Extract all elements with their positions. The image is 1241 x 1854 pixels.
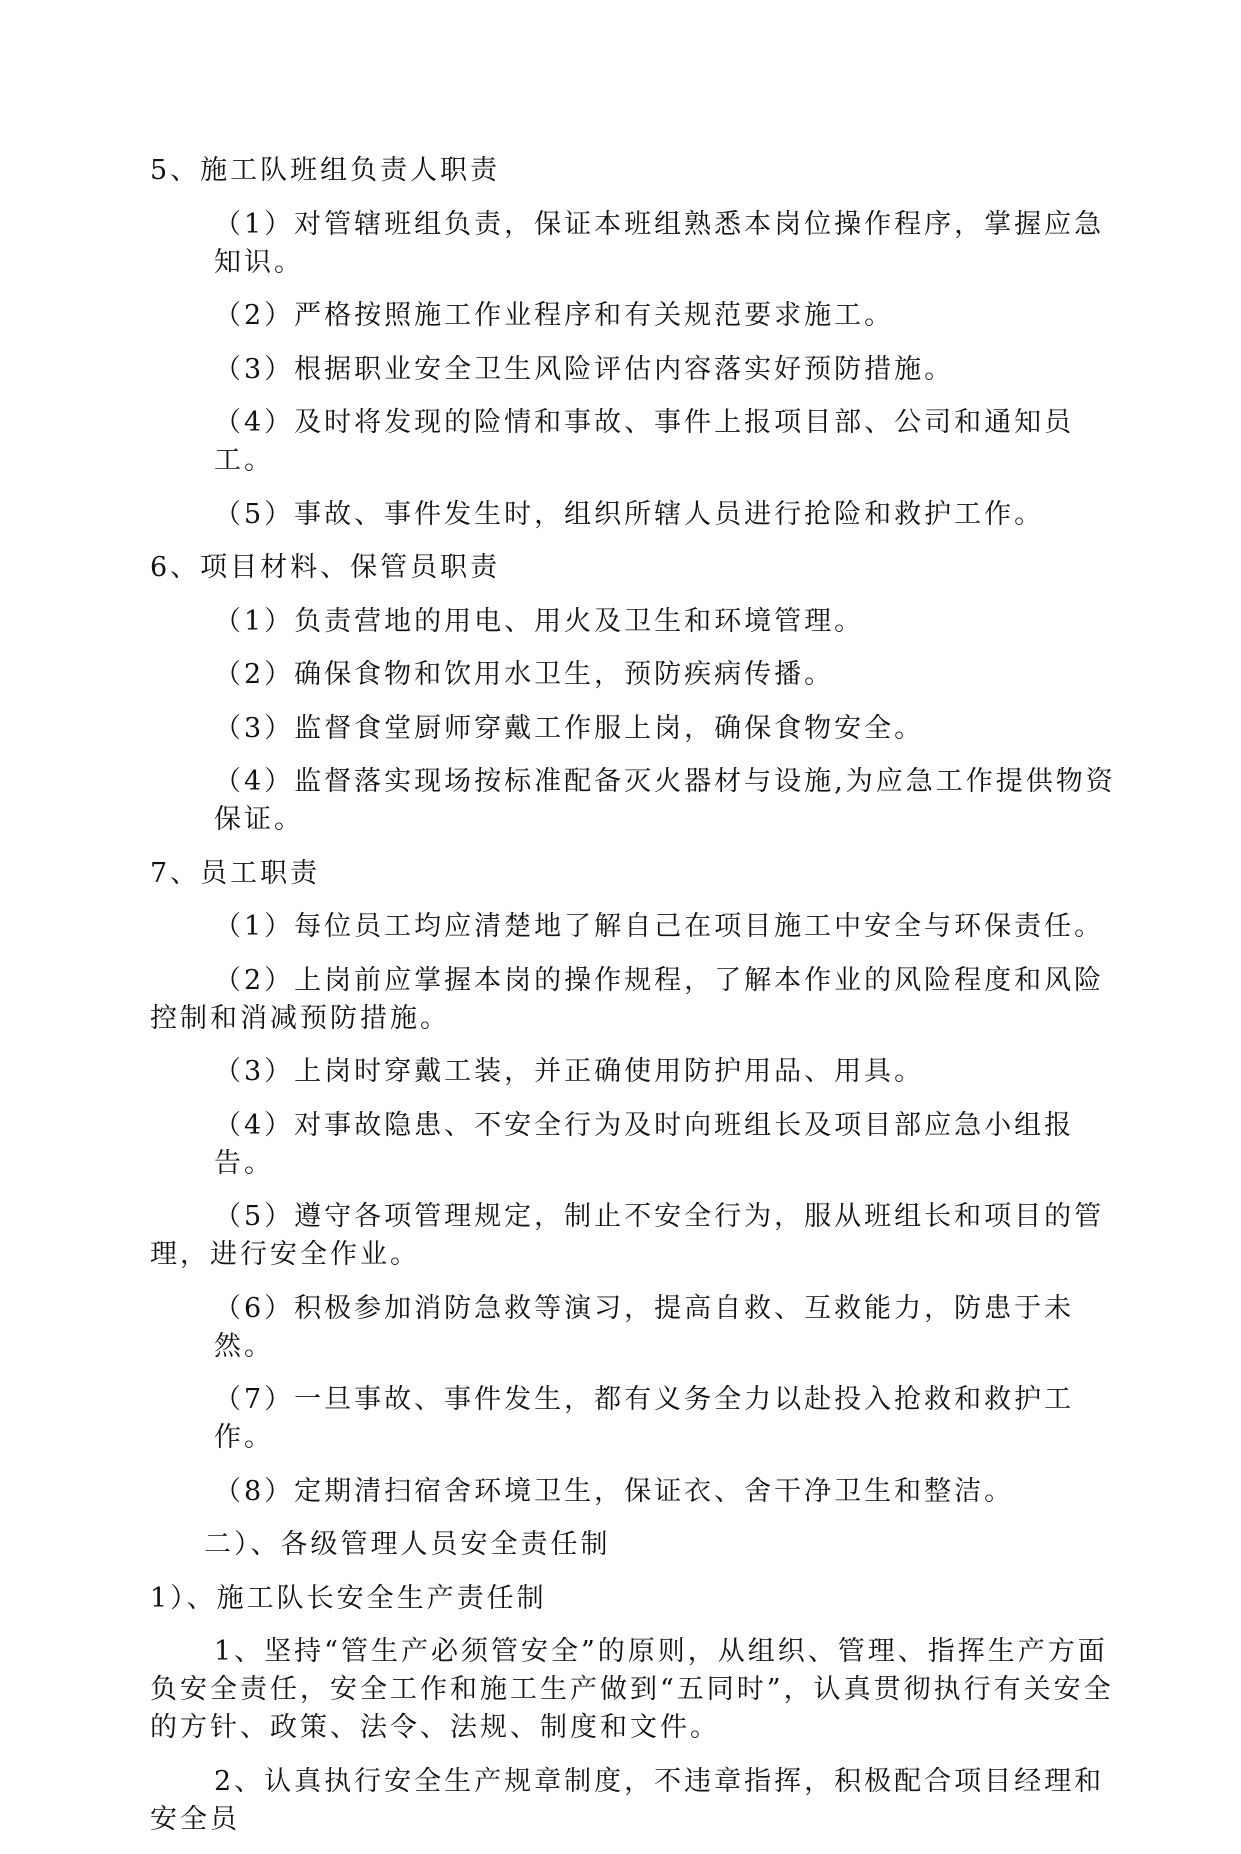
list-item-wrapped: （5）遵守各项管理规定，制止不安全行为，服从班组长和项目的管理，进行安全作业。 bbox=[150, 1201, 1105, 1270]
list-item: （3）上岗时穿戴工装，并正确使用防护用品、用具。 bbox=[214, 1056, 925, 1087]
document-body bbox=[150, 152, 1130, 1854]
list-item: （2）严格按照施工作业程序和有关规范要求施工。 bbox=[214, 300, 895, 331]
list-item-wrapped: （2）上岗前应掌握本岗的操作规程，了解本作业的风险程度和风险控制和消减预防措施。 bbox=[150, 964, 1105, 1034]
section-heading-6: 6、项目材料、保管员职责 bbox=[150, 552, 501, 583]
list-item: （7）一旦事故、事件发生，都有义务全力以赴投入抢救和救护工作。 bbox=[214, 1384, 1075, 1453]
body-paragraph: 1、坚持“管生产必须管安全”的原则，从组织、管理、指挥生产方面负安全责任，安全工作和施工生产做到“五同时”，认真贯彻执行有关安全的方针、政策、法令、法规、制度和文件。 bbox=[150, 1636, 1114, 1743]
list-item: （2）确保食物和饮用水卫生，预防疾病传播。 bbox=[214, 659, 835, 690]
list-item: （8）定期清扫宿舍环境卫生，保证衣、舍干净卫生和整洁。 bbox=[214, 1475, 1015, 1507]
list-item: （1）负责营地的用电、用火及卫生和环境管理。 bbox=[214, 605, 865, 637]
list-item: （1）每位员工均应清楚地了解自己在项目施工中安全与环保责任。 bbox=[214, 911, 1105, 942]
list-item: （4）监督落实现场按标准配备灭火器材与设施,为应急工作提供物资保证。 bbox=[214, 766, 1116, 835]
list-item: （4）及时将发现的险情和事故、事件上报项目部、公司和通知员工。 bbox=[214, 407, 1075, 476]
body-paragraph: 2、认真执行安全生产规章制度，不违章指挥，积极配合项目经理和安全员 bbox=[150, 1765, 1105, 1835]
subsection-heading-2: 二）、各级管理人员安全责任制 bbox=[204, 1529, 611, 1560]
list-item: （3）监督食堂厨师穿戴工作服上岗，确保食物安全。 bbox=[214, 712, 925, 744]
list-item: （6）积极参加消防急救等演习，提高自救、互救能力，防患于未然。 bbox=[214, 1292, 1075, 1362]
section-heading-7: 7、员工职责 bbox=[150, 857, 321, 889]
list-item: （3）根据职业安全卫生风险评估内容落实好预防措施。 bbox=[214, 353, 955, 385]
list-item: （5）事故、事件发生时，组织所辖人员进行抢险和救护工作。 bbox=[214, 498, 1045, 530]
list-item: （4）对事故隐患、不安全行为及时向班组长及项目部应急小组报告。 bbox=[214, 1109, 1075, 1179]
subsection-heading-1: 1）、施工队长安全生产责任制 bbox=[150, 1582, 547, 1614]
section-heading-5: 5、施工队班组负责人职责 bbox=[150, 155, 501, 186]
list-item: （1）对管辖班组负责，保证本班组熟悉本岗位操作程序，掌握应急知识。 bbox=[214, 208, 1105, 278]
